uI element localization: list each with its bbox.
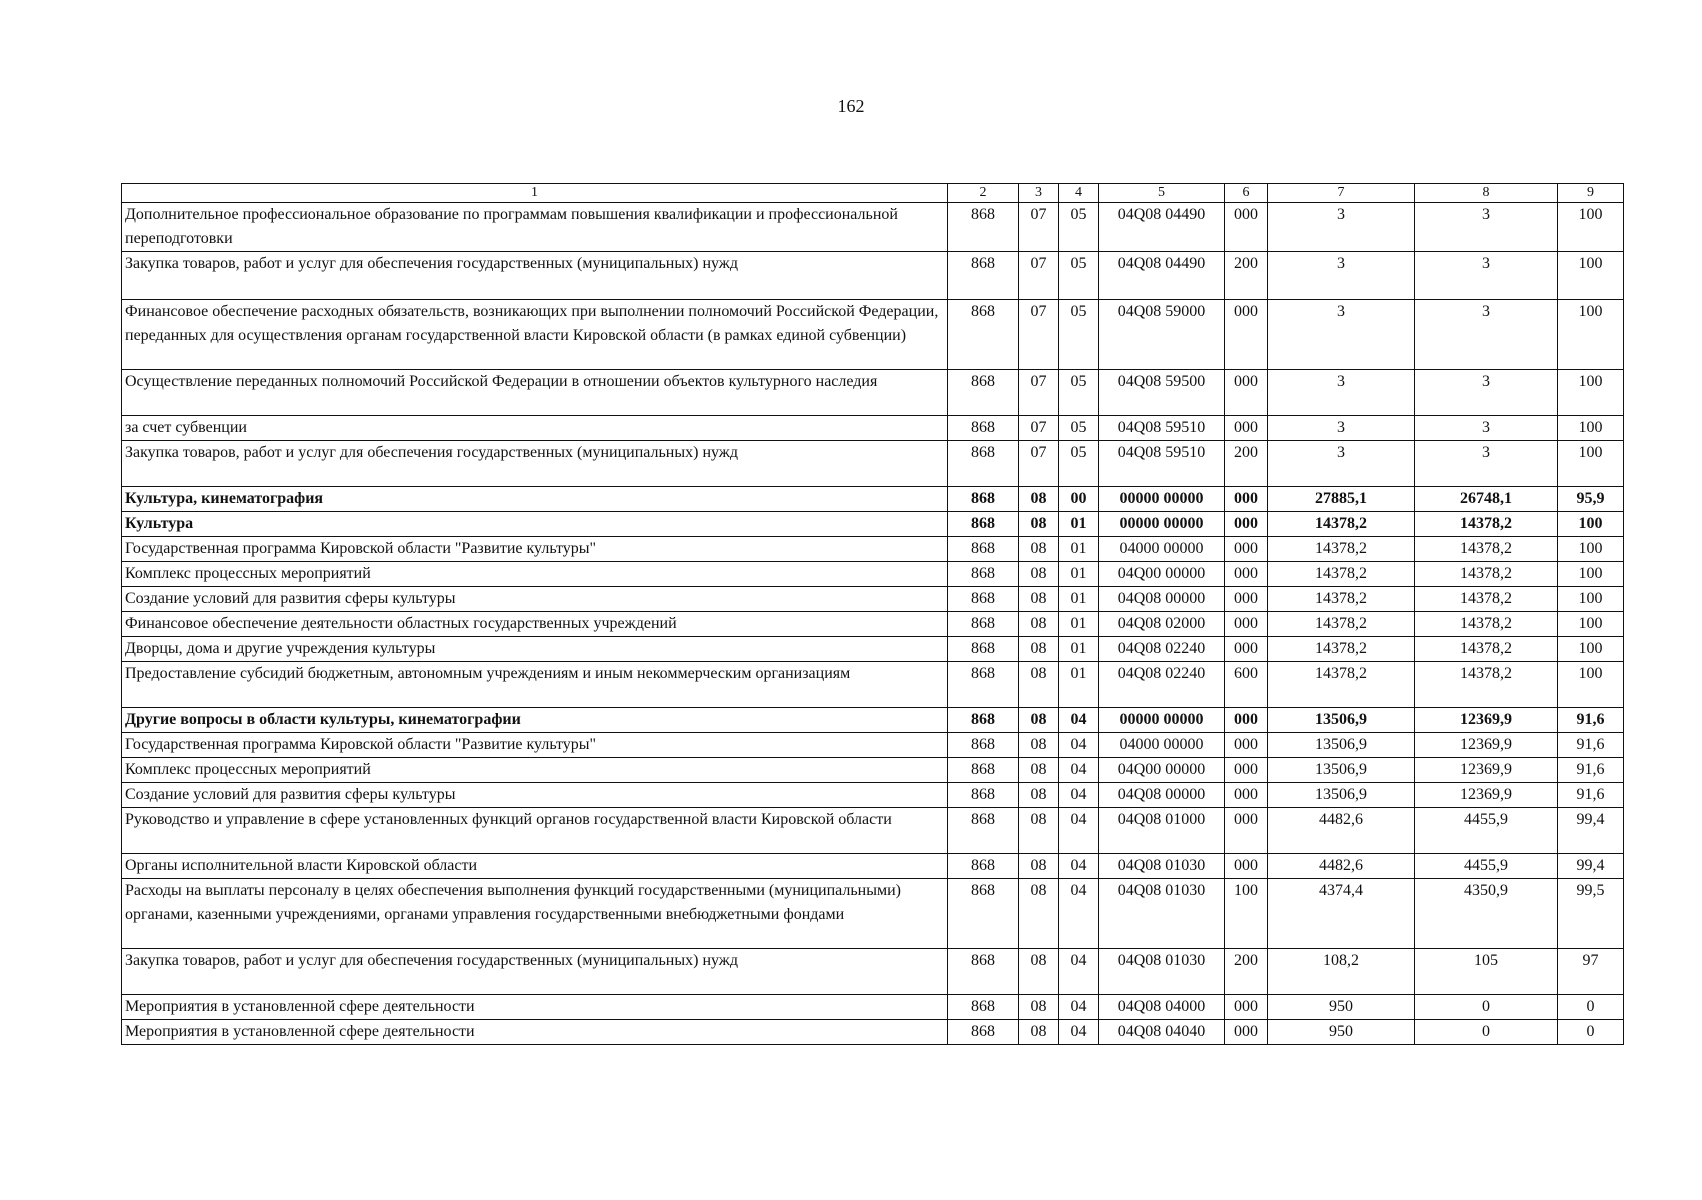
row-ministry-code: 868: [948, 537, 1019, 562]
row-percent: 100: [1558, 370, 1624, 416]
table-body: [122, 203, 1624, 1045]
row-target-article: 00000 00000: [1099, 708, 1225, 733]
row-target-article: 04Q08 02240: [1099, 637, 1225, 662]
row-actual: 12369,9: [1415, 783, 1558, 808]
row-planned: 14378,2: [1268, 612, 1415, 637]
row-target-article: 00000 00000: [1099, 512, 1225, 537]
row-target-article: 04Q00 00000: [1099, 758, 1225, 783]
table-row: [122, 758, 1624, 783]
row-actual: 3: [1415, 370, 1558, 416]
row-planned: 950: [1268, 995, 1415, 1020]
row-expense-type: 000: [1225, 733, 1268, 758]
row-actual: 3: [1415, 441, 1558, 487]
row-name: Закупка товаров, работ и услуг для обеспечения государственных (муниципальных) нужд: [122, 949, 948, 995]
table-row: [122, 441, 1624, 487]
row-expense-type: 000: [1225, 487, 1268, 512]
column-header: 4: [1059, 184, 1099, 203]
row-percent: 100: [1558, 203, 1624, 252]
row-section: 08: [1019, 662, 1059, 708]
row-percent: 100: [1558, 662, 1624, 708]
row-subsection: 05: [1059, 203, 1099, 252]
row-ministry-code: 868: [948, 370, 1019, 416]
row-percent: 100: [1558, 416, 1624, 441]
row-expense-type: 000: [1225, 512, 1268, 537]
row-subsection: 05: [1059, 370, 1099, 416]
column-header: 3: [1019, 184, 1059, 203]
row-target-article: 04Q08 01030: [1099, 949, 1225, 995]
row-ministry-code: 868: [948, 562, 1019, 587]
row-ministry-code: 868: [948, 758, 1019, 783]
row-actual: 14378,2: [1415, 537, 1558, 562]
row-section: 08: [1019, 995, 1059, 1020]
row-expense-type: 000: [1225, 537, 1268, 562]
row-ministry-code: 868: [948, 487, 1019, 512]
row-ministry-code: 868: [948, 708, 1019, 733]
row-section: 08: [1019, 562, 1059, 587]
row-actual: 3: [1415, 252, 1558, 300]
row-actual: 0: [1415, 995, 1558, 1020]
row-ministry-code: 868: [948, 854, 1019, 879]
column-header: 1: [122, 184, 948, 203]
row-percent: 95,9: [1558, 487, 1624, 512]
row-section: 08: [1019, 1020, 1059, 1045]
row-percent: 91,6: [1558, 708, 1624, 733]
table-row: [122, 203, 1624, 252]
table-row: [122, 708, 1624, 733]
row-planned: 14378,2: [1268, 662, 1415, 708]
row-actual: 12369,9: [1415, 708, 1558, 733]
row-name: Руководство и управление в сфере установленных функций органов государственной власти Кировской области: [122, 808, 948, 854]
row-target-article: 04Q08 04490: [1099, 252, 1225, 300]
row-target-article: 00000 00000: [1099, 487, 1225, 512]
row-subsection: 04: [1059, 783, 1099, 808]
row-subsection: 04: [1059, 854, 1099, 879]
row-subsection: 01: [1059, 637, 1099, 662]
row-expense-type: 000: [1225, 758, 1268, 783]
row-subsection: 04: [1059, 949, 1099, 995]
row-expense-type: 000: [1225, 612, 1268, 637]
row-ministry-code: 868: [948, 252, 1019, 300]
row-actual: 4455,9: [1415, 808, 1558, 854]
row-subsection: 01: [1059, 587, 1099, 612]
row-actual: 3: [1415, 203, 1558, 252]
row-planned: 4374,4: [1268, 879, 1415, 949]
row-target-article: 04Q08 59510: [1099, 416, 1225, 441]
budget-table: [121, 183, 1624, 1045]
row-section: 08: [1019, 612, 1059, 637]
row-planned: 4482,6: [1268, 808, 1415, 854]
row-ministry-code: 868: [948, 300, 1019, 370]
table-row: [122, 808, 1624, 854]
row-actual: 12369,9: [1415, 733, 1558, 758]
row-target-article: 04Q08 59510: [1099, 441, 1225, 487]
table-row: [122, 512, 1624, 537]
table-row: [122, 995, 1624, 1020]
row-target-article: 04Q08 02000: [1099, 612, 1225, 637]
row-actual: 3: [1415, 416, 1558, 441]
row-planned: 950: [1268, 1020, 1415, 1045]
row-actual: 12369,9: [1415, 758, 1558, 783]
row-section: 08: [1019, 949, 1059, 995]
row-subsection: 05: [1059, 441, 1099, 487]
row-percent: 100: [1558, 587, 1624, 612]
header-row: [122, 184, 1624, 203]
row-section: 08: [1019, 587, 1059, 612]
row-ministry-code: 868: [948, 733, 1019, 758]
row-actual: 14378,2: [1415, 637, 1558, 662]
row-percent: 100: [1558, 252, 1624, 300]
row-name: Государственная программа Кировской области "Развитие культуры": [122, 733, 948, 758]
row-section: 08: [1019, 733, 1059, 758]
row-target-article: 04Q08 01000: [1099, 808, 1225, 854]
row-target-article: 04Q08 01030: [1099, 854, 1225, 879]
row-percent: 100: [1558, 612, 1624, 637]
column-header: 7: [1268, 184, 1415, 203]
row-section: 07: [1019, 416, 1059, 441]
row-name: Дополнительное профессиональное образование по программам повышения квалификации и профессиональной переподготовки: [122, 203, 948, 252]
row-actual: 26748,1: [1415, 487, 1558, 512]
row-expense-type: 100: [1225, 879, 1268, 949]
row-target-article: 04Q08 04000: [1099, 995, 1225, 1020]
row-name: Предоставление субсидий бюджетным, автономным учреждениям и иным некоммерческим организациям: [122, 662, 948, 708]
column-header: 6: [1225, 184, 1268, 203]
row-name: Осуществление переданных полномочий Российской Федерации в отношении объектов культурного наследия: [122, 370, 948, 416]
table-row: [122, 879, 1624, 949]
row-name: Культура, кинематография: [122, 487, 948, 512]
row-actual: 0: [1415, 1020, 1558, 1045]
row-ministry-code: 868: [948, 783, 1019, 808]
row-planned: 13506,9: [1268, 733, 1415, 758]
row-target-article: 04Q08 01030: [1099, 879, 1225, 949]
row-target-article: 04Q08 00000: [1099, 587, 1225, 612]
row-expense-type: 000: [1225, 562, 1268, 587]
row-expense-type: 000: [1225, 416, 1268, 441]
row-ministry-code: 868: [948, 203, 1019, 252]
row-expense-type: 200: [1225, 252, 1268, 300]
row-subsection: 04: [1059, 758, 1099, 783]
row-section: 07: [1019, 441, 1059, 487]
row-percent: 99,4: [1558, 808, 1624, 854]
column-header: 2: [948, 184, 1019, 203]
row-planned: 13506,9: [1268, 708, 1415, 733]
row-subsection: 04: [1059, 808, 1099, 854]
row-target-article: 04Q08 00000: [1099, 783, 1225, 808]
row-name: Расходы на выплаты персоналу в целях обеспечения выполнения функций государственными (муниципальными) органами, казенными учреждениями, органами управления государственными внебюджетными фондами: [122, 879, 948, 949]
table-row: [122, 252, 1624, 300]
row-section: 08: [1019, 708, 1059, 733]
row-target-article: 04Q00 00000: [1099, 562, 1225, 587]
row-name: Комплекс процессных мероприятий: [122, 758, 948, 783]
row-name: Закупка товаров, работ и услуг для обеспечения государственных (муниципальных) нужд: [122, 441, 948, 487]
row-section: 08: [1019, 758, 1059, 783]
row-name: Мероприятия в установленной сфере деятельности: [122, 1020, 948, 1045]
row-name: Создание условий для развития сферы культуры: [122, 587, 948, 612]
row-name: Комплекс процессных мероприятий: [122, 562, 948, 587]
row-expense-type: 200: [1225, 949, 1268, 995]
row-section: 07: [1019, 252, 1059, 300]
row-actual: 14378,2: [1415, 587, 1558, 612]
table-row: [122, 662, 1624, 708]
row-name: Органы исполнительной власти Кировской области: [122, 854, 948, 879]
row-expense-type: 000: [1225, 995, 1268, 1020]
row-expense-type: 200: [1225, 441, 1268, 487]
row-planned: 14378,2: [1268, 562, 1415, 587]
table-row: [122, 949, 1624, 995]
row-planned: 3: [1268, 300, 1415, 370]
row-expense-type: 000: [1225, 300, 1268, 370]
row-percent: 0: [1558, 1020, 1624, 1045]
table-row: [122, 637, 1624, 662]
row-section: 08: [1019, 854, 1059, 879]
row-target-article: 04000 00000: [1099, 537, 1225, 562]
row-subsection: 04: [1059, 733, 1099, 758]
table-row: [122, 300, 1624, 370]
row-planned: 3: [1268, 441, 1415, 487]
page-number: 162: [837, 96, 865, 116]
row-percent: 97: [1558, 949, 1624, 995]
row-subsection: 04: [1059, 1020, 1099, 1045]
row-section: 07: [1019, 300, 1059, 370]
row-ministry-code: 868: [948, 662, 1019, 708]
table-row: [122, 612, 1624, 637]
row-planned: 4482,6: [1268, 854, 1415, 879]
row-section: 08: [1019, 537, 1059, 562]
row-subsection: 00: [1059, 487, 1099, 512]
row-planned: 3: [1268, 252, 1415, 300]
row-percent: 99,5: [1558, 879, 1624, 949]
row-percent: 91,6: [1558, 733, 1624, 758]
row-percent: 91,6: [1558, 783, 1624, 808]
row-section: 08: [1019, 512, 1059, 537]
row-section: 07: [1019, 370, 1059, 416]
row-percent: 91,6: [1558, 758, 1624, 783]
row-actual: 14378,2: [1415, 662, 1558, 708]
row-expense-type: 000: [1225, 708, 1268, 733]
table-row: [122, 416, 1624, 441]
row-planned: 14378,2: [1268, 587, 1415, 612]
row-ministry-code: 868: [948, 1020, 1019, 1045]
row-expense-type: 000: [1225, 854, 1268, 879]
table-row: [122, 783, 1624, 808]
row-name: Мероприятия в установленной сфере деятельности: [122, 995, 948, 1020]
row-planned: 3: [1268, 203, 1415, 252]
column-header: 8: [1415, 184, 1558, 203]
row-percent: 100: [1558, 562, 1624, 587]
row-section: 08: [1019, 783, 1059, 808]
row-expense-type: 000: [1225, 587, 1268, 612]
row-subsection: 01: [1059, 662, 1099, 708]
row-percent: 100: [1558, 441, 1624, 487]
row-actual: 14378,2: [1415, 612, 1558, 637]
row-name: Закупка товаров, работ и услуг для обеспечения государственных (муниципальных) нужд: [122, 252, 948, 300]
row-ministry-code: 868: [948, 587, 1019, 612]
row-section: 08: [1019, 879, 1059, 949]
row-subsection: 04: [1059, 879, 1099, 949]
row-planned: 14378,2: [1268, 637, 1415, 662]
row-percent: 100: [1558, 637, 1624, 662]
row-planned: 14378,2: [1268, 512, 1415, 537]
row-expense-type: 000: [1225, 1020, 1268, 1045]
row-name: Финансовое обеспечение расходных обязательств, возникающих при выполнении полномочий Российской Федерации, переданных для осуществления органам государственной власти Кировской области (в рамках единой субвенции): [122, 300, 948, 370]
row-target-article: 04Q08 04040: [1099, 1020, 1225, 1045]
table-row: [122, 1020, 1624, 1045]
row-expense-type: 000: [1225, 637, 1268, 662]
row-target-article: 04Q08 59500: [1099, 370, 1225, 416]
row-planned: 27885,1: [1268, 487, 1415, 512]
row-actual: 4455,9: [1415, 854, 1558, 879]
row-subsection: 01: [1059, 537, 1099, 562]
row-ministry-code: 868: [948, 512, 1019, 537]
row-name: за счет субвенции: [122, 416, 948, 441]
table-row: [122, 733, 1624, 758]
row-expense-type: 000: [1225, 783, 1268, 808]
row-target-article: 04000 00000: [1099, 733, 1225, 758]
row-planned: 13506,9: [1268, 783, 1415, 808]
row-actual: 4350,9: [1415, 879, 1558, 949]
row-percent: 100: [1558, 300, 1624, 370]
row-planned: 3: [1268, 370, 1415, 416]
row-ministry-code: 868: [948, 441, 1019, 487]
row-name: Создание условий для развития сферы культуры: [122, 783, 948, 808]
row-subsection: 01: [1059, 612, 1099, 637]
row-actual: 14378,2: [1415, 512, 1558, 537]
row-name: Финансовое обеспечение деятельности областных государственных учреждений: [122, 612, 948, 637]
table-row: [122, 587, 1624, 612]
row-actual: 14378,2: [1415, 562, 1558, 587]
row-ministry-code: 868: [948, 879, 1019, 949]
row-subsection: 01: [1059, 512, 1099, 537]
row-subsection: 05: [1059, 300, 1099, 370]
row-subsection: 04: [1059, 708, 1099, 733]
row-subsection: 05: [1059, 252, 1099, 300]
row-percent: 99,4: [1558, 854, 1624, 879]
row-name: Культура: [122, 512, 948, 537]
row-section: 08: [1019, 487, 1059, 512]
row-section: 07: [1019, 203, 1059, 252]
column-header: 9: [1558, 184, 1624, 203]
row-expense-type: 000: [1225, 203, 1268, 252]
table-row: [122, 370, 1624, 416]
row-target-article: 04Q08 02240: [1099, 662, 1225, 708]
row-subsection: 04: [1059, 995, 1099, 1020]
row-expense-type: 600: [1225, 662, 1268, 708]
row-planned: 13506,9: [1268, 758, 1415, 783]
row-ministry-code: 868: [948, 416, 1019, 441]
row-ministry-code: 868: [948, 995, 1019, 1020]
row-target-article: 04Q08 04490: [1099, 203, 1225, 252]
row-name: Другие вопросы в области культуры, кинематографии: [122, 708, 948, 733]
row-percent: 0: [1558, 995, 1624, 1020]
row-target-article: 04Q08 59000: [1099, 300, 1225, 370]
row-name: Дворцы, дома и другие учреждения культуры: [122, 637, 948, 662]
table-row: [122, 487, 1624, 512]
row-section: 08: [1019, 808, 1059, 854]
row-ministry-code: 868: [948, 949, 1019, 995]
row-ministry-code: 868: [948, 612, 1019, 637]
table-row: [122, 854, 1624, 879]
column-header: 5: [1099, 184, 1225, 203]
row-percent: 100: [1558, 537, 1624, 562]
row-subsection: 05: [1059, 416, 1099, 441]
row-actual: 105: [1415, 949, 1558, 995]
table-row: [122, 562, 1624, 587]
row-ministry-code: 868: [948, 637, 1019, 662]
row-percent: 100: [1558, 512, 1624, 537]
row-planned: 3: [1268, 416, 1415, 441]
row-expense-type: 000: [1225, 808, 1268, 854]
row-actual: 3: [1415, 300, 1558, 370]
row-subsection: 01: [1059, 562, 1099, 587]
row-planned: 108,2: [1268, 949, 1415, 995]
row-name: Государственная программа Кировской области "Развитие культуры": [122, 537, 948, 562]
row-ministry-code: 868: [948, 808, 1019, 854]
row-section: 08: [1019, 637, 1059, 662]
table-row: [122, 537, 1624, 562]
row-planned: 14378,2: [1268, 537, 1415, 562]
row-expense-type: 000: [1225, 370, 1268, 416]
